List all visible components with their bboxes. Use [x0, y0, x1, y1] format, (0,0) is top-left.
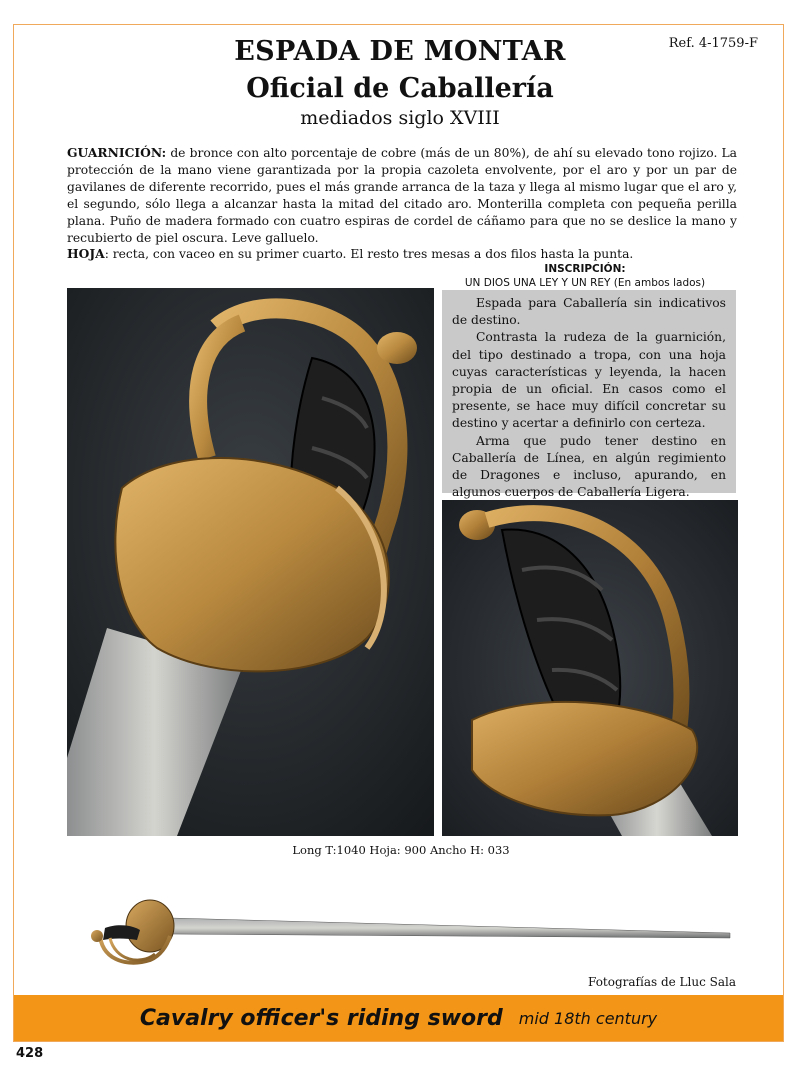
hoja-label: HOJA	[67, 246, 105, 262]
description-block	[67, 145, 737, 263]
page-number: 428	[16, 1046, 44, 1061]
guarnicion-label: GUARNICIÓN:	[67, 145, 167, 160]
inscription-label: INSCRIPCIÓN:	[544, 263, 626, 275]
english-period: mid 18th century	[518, 1008, 658, 1028]
hilt-photo-side	[442, 500, 738, 836]
commentary-paragraph-2: Contrasta la rudeza de la guarnición, del tipo destinado a tropa, con una hoja cuyas características y leyenda, la hacen propia de un oficial. En casos como el presente, se hace muy difícil concretar su destino y acertar a definirlo con certeza.	[452, 330, 726, 431]
commentary-paragraph-1: Espada para Caballería sin indicativos de destino.	[452, 296, 726, 328]
inscription-block	[440, 262, 730, 290]
photo-credit: Fotografías de Lluc Sala	[588, 975, 736, 989]
page-title: ESPADA DE MONTAR	[234, 36, 566, 67]
dimensions-caption: Long T:1040 Hoja: 900 Ancho H: 033	[292, 843, 510, 857]
page-subtitle: Oficial de Caballería	[246, 73, 554, 104]
commentary-box	[442, 290, 736, 500]
hilt-illustration-front	[67, 288, 434, 836]
hoja-text: : recta, con vaceo en su primer cuarto. El resto tres mesas a dos filos hasta la punta.	[104, 247, 634, 262]
hilt-photo-front	[67, 288, 434, 836]
commentary-paragraph-3: Arma que pudo tener destino en Caballería de Línea, en algún regimiento de Dragones e incluso, apurando, en algunos cuerpos de Caballería Ligera.	[452, 433, 726, 500]
english-title: Cavalry officer's riding sword	[139, 1005, 503, 1031]
full-sword-photo	[85, 888, 735, 978]
hilt-illustration-side	[442, 500, 738, 836]
reference-number: Ref. 4-1759-F	[668, 36, 758, 51]
guarnicion-text: de bronce con alto porcentaje de cobre (más de un 80%), de ahí su elevado tono rojizo. La protección de la mano viene garantizada por la propia cazoleta envolvente, por el aro y por un par de gavilanes de diferente recorrido, pues el más grande arranca de la taza y llega al mismo lugar que el aro y, el segundo, sólo llega a alcanzar hasta la mitad del citado aro. Monterilla completa con pequeña perilla plana. Puño de madera formado con cuatro espiras de cordel de cáñamo para que no se deslice la mano y recubierto de piel oscura. Leve galluelo.	[67, 146, 737, 245]
english-title-band	[14, 995, 783, 1041]
inscription-text: UN DIOS UNA LEY Y UN REY (En ambos lados)	[464, 277, 706, 289]
period-label: mediados siglo XVIII	[300, 107, 500, 129]
